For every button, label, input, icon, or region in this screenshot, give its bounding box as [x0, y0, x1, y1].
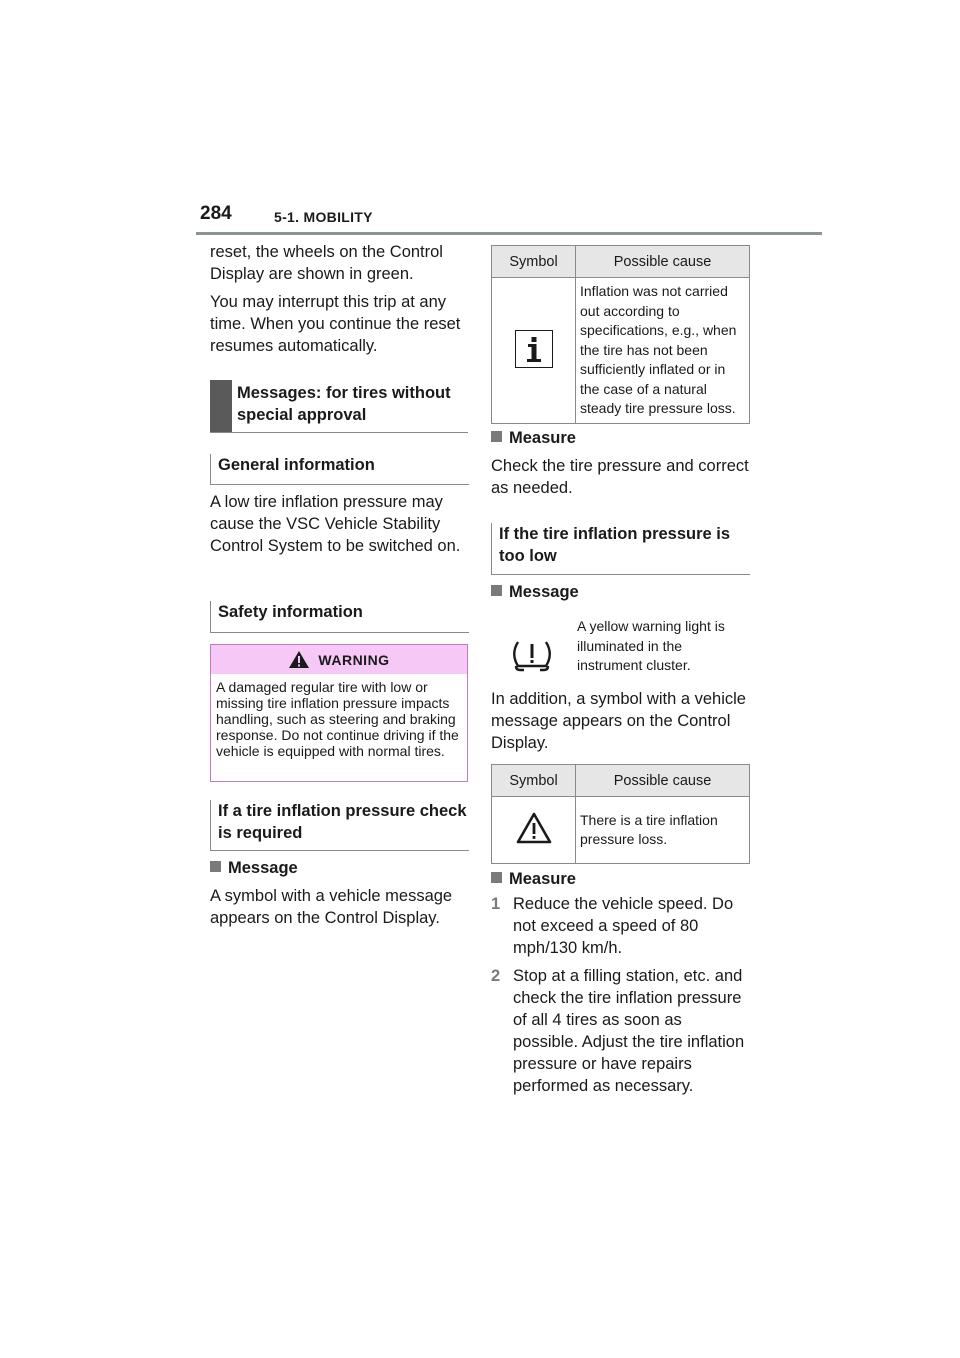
list-item [491, 965, 749, 1097]
list-item [491, 893, 749, 959]
subheading-message-right [491, 581, 579, 603]
tire-pressure-warning-icon [512, 636, 552, 674]
heading-general-text: General information [218, 456, 375, 474]
step-text: Stop at a filling station, etc. and check the tire inflation pressure of all 4 tires as soon as possible. Adjust the tire inflation pressure or have repairs performed as necessary. [513, 967, 745, 1095]
symbol-table-1 [491, 245, 750, 424]
step-number: 1 [491, 895, 501, 913]
square-bullet-icon [491, 585, 502, 596]
warning-box [210, 644, 468, 782]
warning-header [211, 645, 467, 674]
info-icon [515, 330, 553, 368]
heading-messages-text: Messages: for tires without special approval [237, 384, 451, 424]
square-bullet-icon [210, 861, 221, 872]
interrupt-paragraph: You may interrupt this trip at any time. When you continue the reset resumes automatically. [210, 293, 461, 355]
page-number: 284 [200, 203, 232, 224]
subheading-message-left [210, 857, 298, 879]
heading-too-low [491, 523, 750, 575]
warning-triangle-icon [288, 650, 310, 669]
heading-safety [210, 601, 469, 633]
heading-general [210, 454, 469, 485]
step-text: Reduce the vehicle speed. Do not exceed a speed of 80 mph/130 km/h. [513, 895, 734, 957]
subheading-message-right-text: Message [509, 583, 579, 601]
subheading-measure-1 [491, 427, 576, 449]
message-paragraph: A symbol with a vehicle message appears on the Control Display. [210, 887, 453, 927]
intro-paragraph: reset, the wheels on the Control Display are shown in green. [210, 243, 443, 283]
square-bullet-icon [491, 872, 502, 883]
subheading-measure-1-text: Measure [509, 429, 576, 447]
general-paragraph: A low tire inflation pressure may cause the VSC Vehicle Stability Control System to be switched on. [210, 493, 461, 555]
heading-bar [210, 380, 232, 432]
table1-symbol-cell [492, 278, 576, 424]
table2-symbol-cell [492, 797, 576, 864]
table2-cause-cell: There is a tire inflation pressure loss. [576, 797, 750, 864]
heading-safety-text: Safety information [218, 603, 363, 621]
header-rule [196, 232, 822, 235]
heading-check [210, 800, 469, 851]
table1-cause-cell: Inflation was not carried out according to specifications, e.g., when the tire has not been sufficiently inflated or in the case of a natural steady tire pressure loss. [576, 278, 750, 424]
square-bullet-icon [491, 431, 502, 442]
subheading-measure-2 [491, 868, 576, 890]
subheading-measure-2-text: Measure [509, 870, 576, 888]
table2-header-cause: Possible cause [576, 765, 750, 797]
heading-messages [210, 380, 468, 433]
in-addition-paragraph: In addition, a symbol with a vehicle message appears on the Control Display. [491, 690, 746, 752]
step-number: 2 [491, 967, 501, 985]
symbol-table-2 [491, 764, 750, 864]
warning-light-text: A yellow warning light is illuminated in the instrument cluster. [577, 618, 725, 673]
heading-too-low-text: If the tire inflation pressure is too low [499, 525, 731, 565]
warning-text: A damaged regular tire with low or missing tire inflation pressure impacts handling, such as steering and braking response. Do not continue driving if the vehicle is equipped with normal tires. [216, 679, 459, 759]
table2-header-symbol: Symbol [492, 765, 576, 797]
heading-check-text: If a tire inflation pressure check is required [218, 802, 467, 842]
section-title: 5-1. MOBILITY [274, 209, 373, 225]
warning-title: WARNING [318, 651, 390, 668]
warning-triangle-icon [515, 811, 553, 845]
table1-header-cause: Possible cause [576, 246, 750, 278]
table1-header-symbol: Symbol [492, 246, 576, 278]
measure-1-paragraph: Check the tire pressure and correct as needed. [491, 457, 749, 497]
subheading-message-left-text: Message [228, 859, 298, 877]
